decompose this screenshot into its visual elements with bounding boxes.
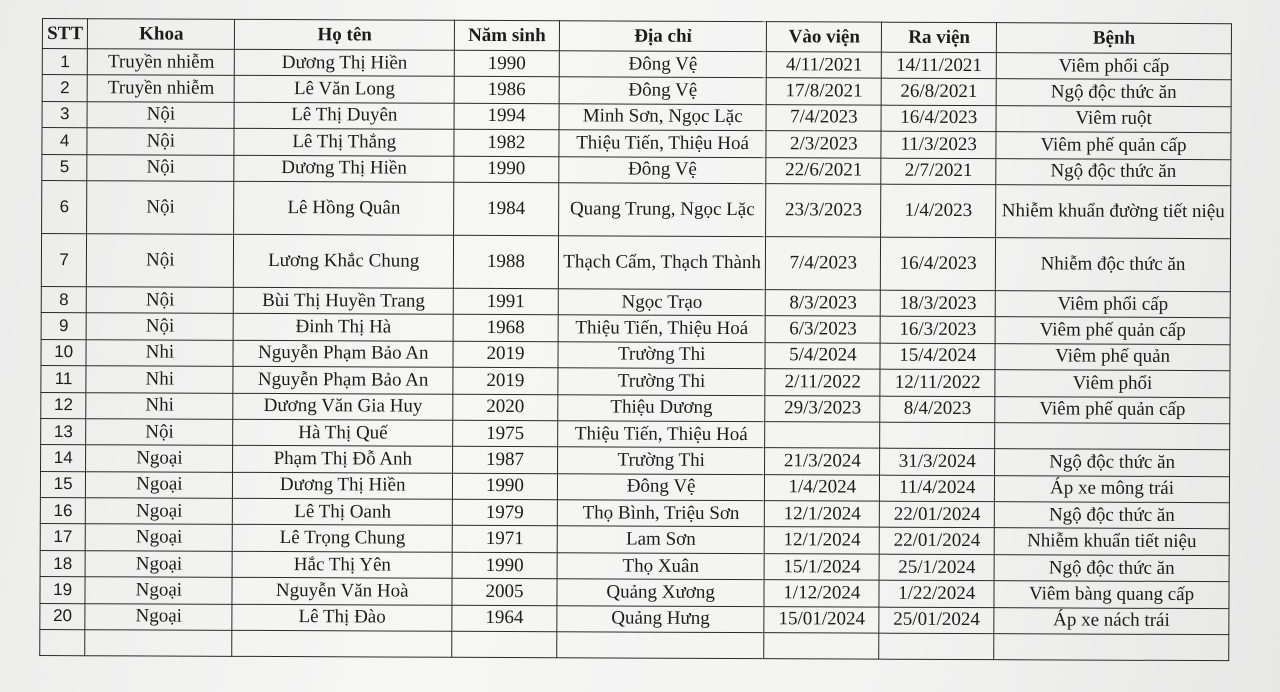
cell-nam-sinh: 1975 bbox=[453, 420, 558, 447]
cell-ra-vien bbox=[880, 422, 995, 449]
cell-vao-vien: 1/12/2024 bbox=[764, 580, 879, 607]
cell-nam-sinh: 1971 bbox=[452, 526, 557, 553]
empty-cell bbox=[994, 634, 1229, 661]
cell-khoa: Ngoại bbox=[85, 603, 232, 630]
header-ho-ten: Họ tên bbox=[235, 19, 455, 50]
cell-ra-vien: 12/11/2022 bbox=[880, 369, 995, 396]
cell-khoa: Nhi bbox=[86, 392, 233, 419]
cell-ra-vien: 1/22/2024 bbox=[879, 580, 994, 607]
cell-nam-sinh: 1990 bbox=[454, 156, 559, 183]
cell-stt: 16 bbox=[40, 498, 85, 525]
cell-stt: 2 bbox=[42, 75, 87, 102]
empty-cell bbox=[764, 633, 879, 660]
cell-stt: 20 bbox=[40, 603, 85, 630]
cell-nam-sinh: 1991 bbox=[453, 288, 558, 315]
header-ra-vien: Ra viện bbox=[882, 22, 997, 53]
cell-ra-vien: 15/4/2024 bbox=[880, 343, 995, 370]
header-nam-sinh: Năm sinh bbox=[454, 20, 559, 50]
cell-ra-vien: 25/01/2024 bbox=[879, 607, 994, 634]
cell-nam-sinh: 2005 bbox=[452, 579, 557, 606]
cell-khoa: Ngoại bbox=[86, 524, 233, 551]
cell-nam-sinh: 1990 bbox=[452, 473, 557, 500]
cell-ho-ten: Dương Văn Gia Huy bbox=[233, 393, 453, 420]
empty-cell bbox=[879, 633, 994, 660]
table-row bbox=[41, 233, 1230, 291]
cell-khoa: Nội bbox=[86, 419, 233, 446]
cell-dia-chi: Trường Thi bbox=[558, 368, 766, 395]
cell-dia-chi: Quảng Xương bbox=[557, 579, 765, 606]
cell-dia-chi: Thọ Xuân bbox=[557, 553, 765, 580]
cell-ho-ten: Dương Thị Hiền bbox=[233, 472, 453, 499]
cell-ho-ten: Lê Thị Đào bbox=[232, 604, 452, 631]
cell-benh: Viêm ruột bbox=[996, 105, 1231, 132]
cell-khoa: Nội bbox=[87, 128, 234, 155]
cell-stt: 10 bbox=[41, 339, 86, 366]
cell-vao-vien: 8/3/2023 bbox=[766, 290, 881, 317]
cell-ra-vien: 31/3/2024 bbox=[880, 448, 995, 475]
cell-nam-sinh: 1988 bbox=[453, 235, 558, 288]
cell-ho-ten: Lê Văn Long bbox=[235, 76, 455, 103]
cell-stt: 14 bbox=[41, 445, 86, 472]
cell-nam-sinh: 1990 bbox=[454, 50, 559, 77]
cell-ra-vien: 16/4/2023 bbox=[881, 237, 996, 291]
cell-ho-ten: Lê Thị Duyên bbox=[234, 102, 454, 129]
cell-khoa: Nội bbox=[87, 287, 234, 314]
cell-khoa: Nội bbox=[87, 181, 234, 235]
cell-vao-vien: 4/11/2021 bbox=[767, 52, 882, 79]
empty-cell bbox=[85, 630, 232, 657]
cell-vao-vien: 23/3/2023 bbox=[766, 184, 881, 238]
cell-stt: 13 bbox=[41, 418, 86, 445]
cell-benh: Viêm phế quản bbox=[995, 343, 1230, 370]
cell-vao-vien: 15/01/2024 bbox=[764, 606, 879, 633]
header-benh: Bệnh bbox=[997, 23, 1232, 54]
cell-stt: 17 bbox=[40, 524, 85, 551]
cell-ra-vien: 11/3/2023 bbox=[881, 131, 996, 158]
cell-khoa: Ngoại bbox=[85, 551, 232, 578]
cell-stt: 6 bbox=[42, 180, 88, 233]
header-khoa: Khoa bbox=[88, 19, 235, 50]
cell-dia-chi: Thọ Bình, Triệu Sơn bbox=[557, 500, 765, 527]
empty-row bbox=[40, 630, 1229, 661]
cell-dia-chi: Đông Vệ bbox=[559, 51, 767, 78]
cell-ra-vien: 18/3/2023 bbox=[881, 290, 996, 317]
cell-vao-vien bbox=[765, 422, 880, 449]
cell-khoa: Nội bbox=[87, 234, 234, 288]
cell-stt: 19 bbox=[40, 577, 85, 604]
cell-khoa: Truyền nhiễm bbox=[87, 75, 234, 102]
cell-nam-sinh: 1994 bbox=[454, 103, 559, 130]
cell-khoa: Nội bbox=[87, 154, 234, 181]
cell-stt: 18 bbox=[40, 550, 85, 577]
cell-vao-vien: 2/11/2022 bbox=[765, 369, 880, 396]
cell-khoa: Ngoại bbox=[85, 577, 232, 604]
header-stt: STT bbox=[42, 19, 87, 49]
empty-cell bbox=[557, 632, 765, 659]
patient-table bbox=[39, 18, 1232, 661]
cell-nam-sinh: 1964 bbox=[452, 605, 557, 632]
cell-nam-sinh: 1986 bbox=[454, 77, 559, 104]
cell-vao-vien: 21/3/2024 bbox=[765, 448, 880, 475]
empty-cell bbox=[452, 631, 557, 657]
cell-dia-chi: Lam Sơn bbox=[557, 526, 765, 553]
cell-nam-sinh: 1979 bbox=[452, 499, 557, 526]
cell-ho-ten: Nguyễn Phạm Bảo An bbox=[233, 366, 453, 393]
cell-ho-ten: Nguyễn Phạm Bảo An bbox=[233, 340, 453, 367]
header-dia-chi: Địa chỉ bbox=[559, 21, 767, 52]
cell-ho-ten: Lê Hồng Quân bbox=[234, 181, 454, 235]
cell-vao-vien: 22/6/2021 bbox=[766, 157, 881, 184]
cell-vao-vien: 6/3/2023 bbox=[766, 316, 881, 343]
header-vao-vien: Vào viện bbox=[767, 22, 882, 53]
cell-benh: Nhiễm khuẩn tiết niệu bbox=[994, 528, 1229, 555]
cell-ho-ten: Lương Khắc Chung bbox=[234, 234, 454, 288]
cell-nam-sinh: 1984 bbox=[454, 182, 559, 235]
cell-benh bbox=[995, 423, 1230, 450]
cell-dia-chi: Thiệu Tiến, Thiệu Hoá bbox=[558, 315, 766, 342]
cell-khoa: Nội bbox=[86, 313, 233, 340]
cell-stt: 1 bbox=[42, 49, 87, 76]
cell-benh: Ngộ độc thức ăn bbox=[994, 502, 1229, 529]
cell-vao-vien: 1/4/2024 bbox=[765, 474, 880, 501]
cell-ho-ten: Dương Thị Hiền bbox=[234, 155, 454, 182]
cell-vao-vien: 12/1/2024 bbox=[765, 527, 880, 554]
cell-stt: 11 bbox=[41, 366, 86, 393]
cell-ra-vien: 2/7/2021 bbox=[881, 158, 996, 185]
cell-benh: Áp xe nách trái bbox=[994, 607, 1229, 634]
cell-benh: Viêm phế quản cấp bbox=[995, 317, 1230, 344]
cell-ra-vien: 25/1/2024 bbox=[879, 554, 994, 581]
cell-ra-vien: 14/11/2021 bbox=[882, 52, 997, 79]
cell-dia-chi: Quang Trung, Ngọc Lặc bbox=[558, 183, 766, 237]
cell-stt: 5 bbox=[42, 154, 87, 181]
cell-nam-sinh: 1982 bbox=[454, 129, 559, 156]
cell-khoa: Ngoại bbox=[86, 445, 233, 472]
cell-vao-vien: 29/3/2023 bbox=[765, 395, 880, 422]
empty-cell bbox=[232, 630, 452, 657]
cell-benh: Viêm phổi bbox=[995, 370, 1230, 397]
cell-benh: Nhiễm độc thức ăn bbox=[995, 238, 1230, 292]
cell-benh: Ngộ độc thức ăn bbox=[996, 79, 1231, 106]
cell-dia-chi: Quảng Hưng bbox=[557, 605, 765, 632]
cell-dia-chi: Đông Vệ bbox=[557, 473, 765, 500]
cell-ra-vien: 1/4/2023 bbox=[881, 184, 996, 238]
cell-stt: 4 bbox=[42, 128, 87, 155]
cell-dia-chi: Trường Thi bbox=[557, 447, 765, 474]
cell-dia-chi: Thiệu Tiến, Thiệu Hoá bbox=[558, 421, 766, 448]
cell-vao-vien: 17/8/2021 bbox=[767, 78, 882, 105]
cell-benh: Áp xe mông trái bbox=[995, 475, 1230, 502]
cell-ra-vien: 16/3/2023 bbox=[880, 317, 995, 344]
cell-dia-chi: Thiệu Tiến, Thiệu Hoá bbox=[559, 130, 767, 157]
cell-benh: Viêm phổi cấp bbox=[996, 53, 1231, 80]
cell-dia-chi: Đông Vệ bbox=[559, 156, 767, 183]
cell-benh: Ngộ độc thức ăn bbox=[996, 158, 1231, 185]
cell-ho-ten: Đinh Thị Hà bbox=[234, 314, 454, 341]
cell-stt: 9 bbox=[41, 313, 86, 340]
cell-ho-ten: Lê Thị Thắng bbox=[234, 129, 454, 156]
cell-dia-chi: Ngọc Trạo bbox=[558, 289, 766, 316]
cell-ra-vien: 8/4/2023 bbox=[880, 396, 995, 423]
cell-dia-chi: Thiệu Dương bbox=[558, 394, 766, 421]
cell-nam-sinh: 2019 bbox=[453, 341, 558, 368]
cell-khoa: Nội bbox=[87, 101, 234, 128]
cell-vao-vien: 5/4/2024 bbox=[765, 342, 880, 369]
cell-dia-chi: Minh Sơn, Ngọc Lặc bbox=[559, 104, 767, 131]
cell-benh: Viêm bàng quang cấp bbox=[994, 581, 1229, 608]
cell-ra-vien: 16/4/2023 bbox=[881, 105, 996, 132]
cell-ho-ten: Lê Thị Oanh bbox=[233, 498, 453, 525]
cell-ho-ten: Nguyễn Văn Hoà bbox=[232, 578, 452, 605]
cell-benh: Nhiễm khuẩn đường tiết niệu bbox=[996, 185, 1231, 239]
cell-vao-vien: 7/4/2023 bbox=[766, 237, 881, 291]
cell-nam-sinh: 2019 bbox=[453, 367, 558, 394]
table-row bbox=[42, 180, 1231, 238]
cell-vao-vien: 12/1/2024 bbox=[765, 501, 880, 528]
cell-ho-ten: Bùi Thị Huyền Trang bbox=[234, 287, 454, 314]
cell-benh: Viêm phế quản cấp bbox=[995, 396, 1230, 423]
cell-dia-chi: Trường Thi bbox=[558, 341, 766, 368]
cell-benh: Viêm phế quản cấp bbox=[996, 132, 1231, 159]
cell-stt: 15 bbox=[40, 471, 85, 498]
cell-benh: Viêm phổi cấp bbox=[995, 291, 1230, 318]
cell-khoa: Ngoại bbox=[86, 471, 233, 498]
cell-ho-ten: Lê Trọng Chung bbox=[233, 525, 453, 552]
cell-nam-sinh: 1968 bbox=[453, 315, 558, 342]
cell-khoa: Nhi bbox=[86, 366, 233, 393]
cell-stt: 7 bbox=[41, 233, 87, 286]
cell-ra-vien: 11/4/2024 bbox=[880, 475, 995, 502]
cell-ho-ten: Phạm Thị Đỗ Anh bbox=[233, 446, 453, 473]
cell-nam-sinh: 2020 bbox=[453, 394, 558, 421]
cell-vao-vien: 7/4/2023 bbox=[766, 104, 881, 131]
cell-khoa: Nhi bbox=[86, 339, 233, 366]
empty-cell bbox=[40, 630, 85, 656]
cell-dia-chi: Thạch Cẩm, Thạch Thành bbox=[558, 236, 766, 290]
cell-ra-vien: 22/01/2024 bbox=[879, 528, 994, 555]
cell-khoa: Truyền nhiễm bbox=[88, 49, 235, 76]
cell-nam-sinh: 1990 bbox=[452, 552, 557, 579]
cell-stt: 12 bbox=[41, 392, 86, 419]
cell-dia-chi: Đông Vệ bbox=[559, 77, 767, 104]
cell-stt: 3 bbox=[42, 101, 87, 128]
cell-ho-ten: Hắc Thị Yên bbox=[232, 551, 452, 578]
cell-nam-sinh: 1987 bbox=[453, 447, 558, 474]
cell-ho-ten: Hà Thị Quế bbox=[233, 419, 453, 446]
cell-ho-ten: Dương Thị Hiền bbox=[235, 49, 455, 76]
cell-vao-vien: 2/3/2023 bbox=[766, 131, 881, 158]
cell-benh: Ngộ độc thức ăn bbox=[994, 555, 1229, 582]
cell-vao-vien: 15/1/2024 bbox=[764, 554, 879, 581]
cell-ra-vien: 26/8/2021 bbox=[881, 79, 996, 106]
cell-ra-vien: 22/01/2024 bbox=[880, 501, 995, 528]
cell-stt: 8 bbox=[41, 286, 86, 313]
cell-benh: Ngộ độc thức ăn bbox=[995, 449, 1230, 476]
cell-khoa: Ngoại bbox=[86, 498, 233, 525]
